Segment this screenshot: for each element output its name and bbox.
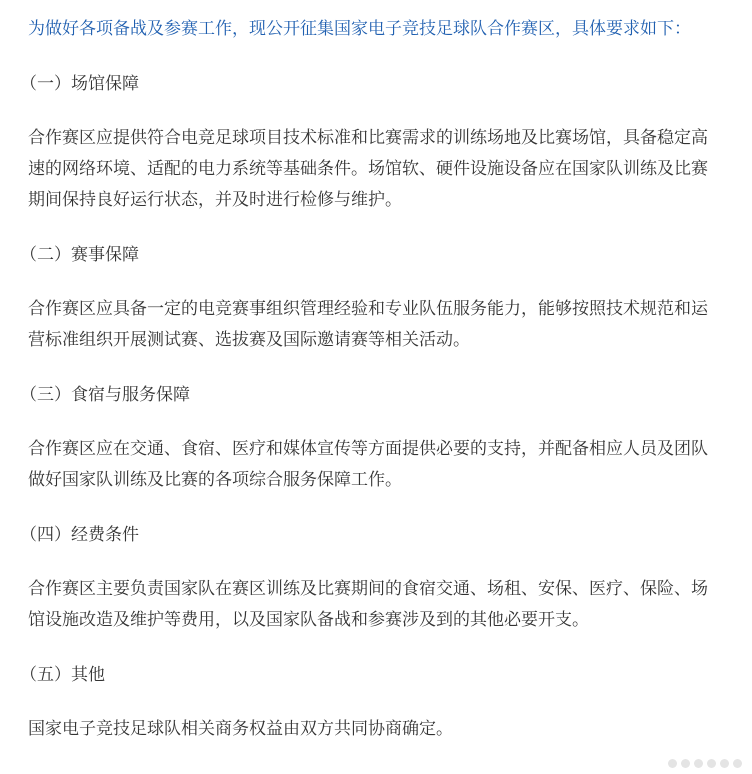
section-heading-other: （五）其他 <box>20 665 105 685</box>
section-heading-service: （三）食宿与服务保障 <box>20 385 190 405</box>
section-body-event: 合作赛区应具备一定的电竞赛事组织管理经验和专业队伍服务能力，能够按照技术规范和运营标准组织开展测试赛、选拔赛及国际邀请赛等相关活动。 <box>28 299 708 350</box>
watermark-dot-icon <box>681 759 690 768</box>
section-heading-venue: （一）场馆保障 <box>20 74 139 94</box>
watermark <box>668 759 742 768</box>
section-body-venue: 合作赛区应提供符合电竞足球项目技术标准和比赛需求的训练场地及比赛场馆，具备稳定高速的网络环境、适配的电力系统等基础条件。场馆软、硬件设施设备应在国家队训练及比赛期间保持良好运行状态，并及时进行检修与维护。 <box>28 128 708 210</box>
watermark-dot-icon <box>707 759 716 768</box>
section-body-other: 国家电子竞技足球队相关商务权益由双方共同协商确定。 <box>28 719 453 739</box>
watermark-dot-icon <box>720 759 729 768</box>
section-body-service: 合作赛区应在交通、食宿、医疗和媒体宣传等方面提供必要的支持，并配备相应人员及团队做好国家队训练及比赛的各项综合服务保障工作。 <box>28 439 708 490</box>
intro-paragraph: 为做好各项备战及参赛工作，现公开征集国家电子竞技足球队合作赛区，具体要求如下： <box>28 19 691 39</box>
article <box>20 14 718 745</box>
section-heading-event: （二）赛事保障 <box>20 245 139 265</box>
watermark-dot-icon <box>733 759 742 768</box>
watermark-dot-icon <box>668 759 677 768</box>
watermark-dot-icon <box>694 759 703 768</box>
section-body-funding: 合作赛区主要负责国家队在赛区训练及比赛期间的食宿交通、场租、安保、医疗、保险、场馆设施改造及维护等费用，以及国家队备战和参赛涉及到的其他必要开支。 <box>28 579 708 630</box>
section-heading-funding: （四）经费条件 <box>20 525 139 545</box>
